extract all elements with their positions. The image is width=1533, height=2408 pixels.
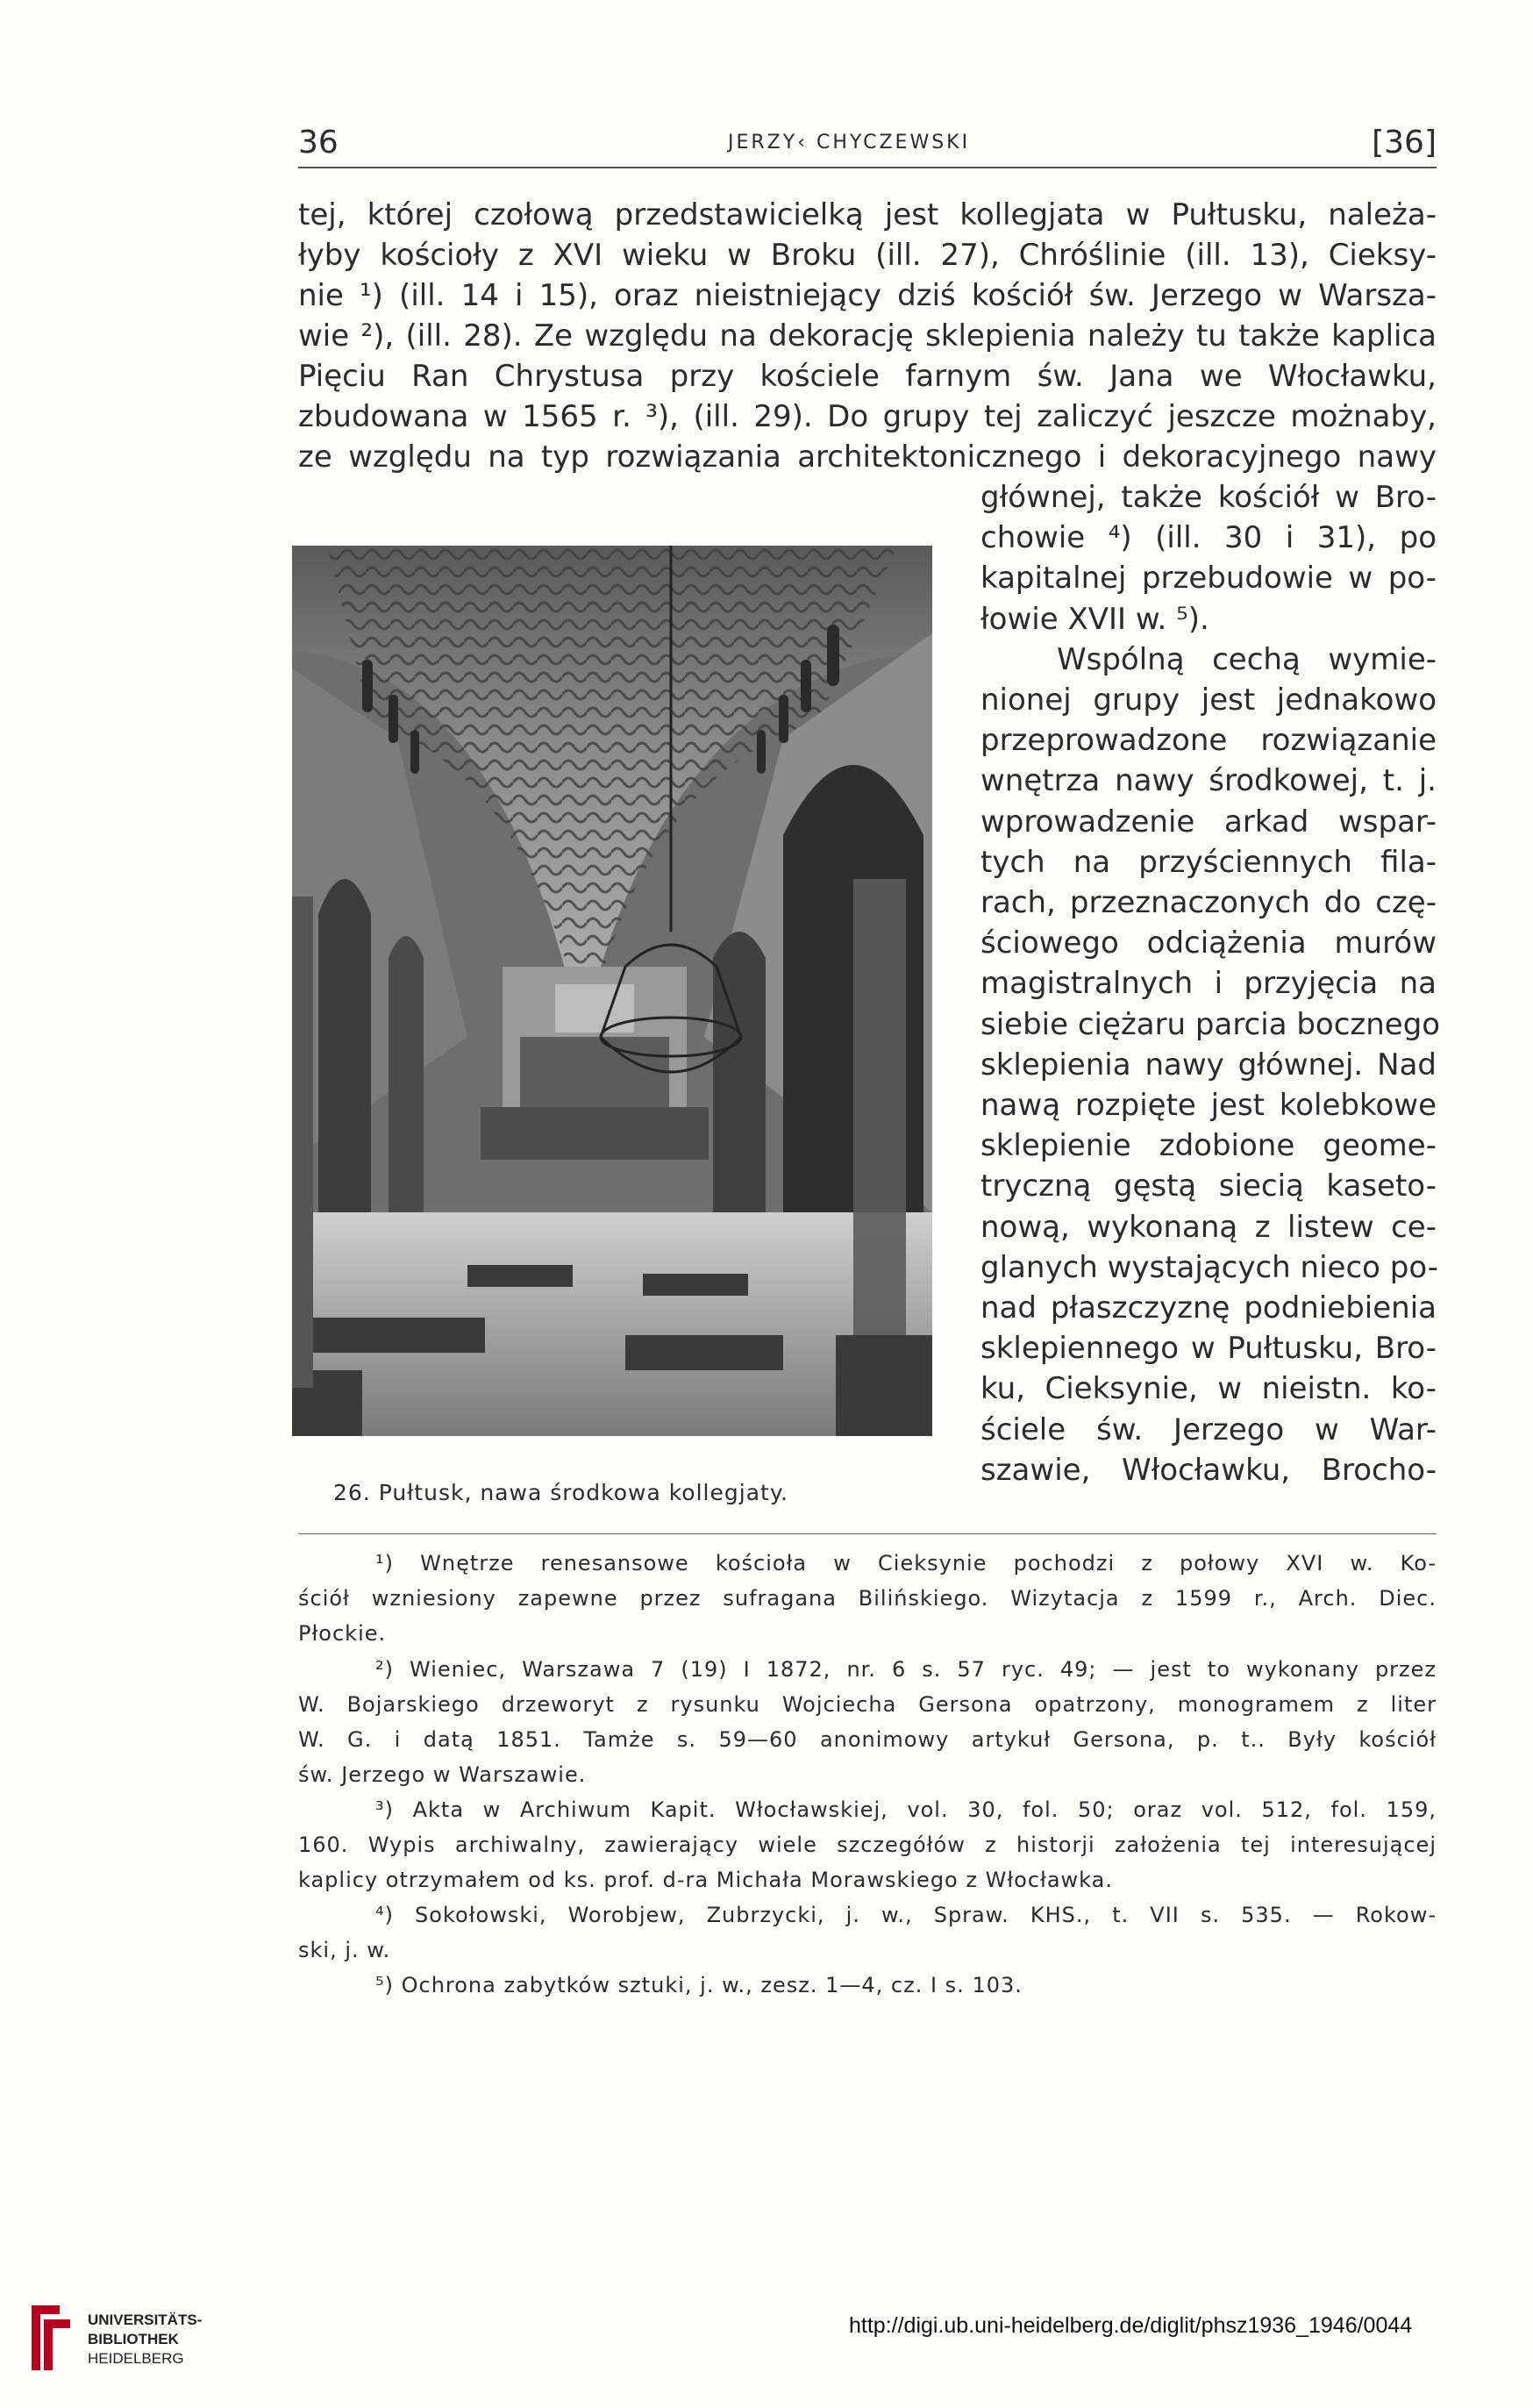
- body-line-column: ku, Cieksynie, w nieistn. ko-: [980, 1371, 1437, 1406]
- body-line-column: głównej, także kościół w Bro-: [980, 480, 1437, 515]
- body-line-column: sklepienie zdobione geome-: [980, 1128, 1437, 1163]
- page-number: 36: [298, 125, 339, 161]
- body-line-column: wnętrza nawy środkowej, t. j.: [980, 763, 1437, 798]
- footnote-separator: [298, 1533, 1437, 1534]
- university-library-logo-icon: [26, 2298, 75, 2377]
- body-line: łyby kościoły z XVI wieku w Broku (ill. 27), Chróślinie (ill. 13), Cieksy-: [298, 238, 1437, 273]
- footnote-line: ściół wzniesiony zapewne przez sufragana Bilińskiego. Wizytacja z 1599 r., Arch. Diec.: [298, 1586, 1437, 1611]
- body-line: ze względu na typ rozwiązania architektonicznego i dekoracyjnego nawy: [298, 439, 1437, 475]
- footnote-line: ⁴) Sokołowski, Worobjew, Zubrzycki, j. w., Spraw. KHS., t. VII s. 535. — Rokow-: [375, 1903, 1437, 1927]
- body-line-column: sklepiennego w Pułtusku, Bro-: [980, 1331, 1437, 1366]
- footnote-line: św. Jerzego w Warszawie.: [298, 1762, 587, 1787]
- body-line-column: nad płaszczyznę podniebienia: [980, 1290, 1437, 1325]
- body-line: zbudowana w 1565 r. ³), (ill. 29). Do grupy tej zaliczyć jeszcze możnaby,: [298, 399, 1437, 434]
- body-line-column: ściele św. Jerzego w War-: [980, 1412, 1437, 1447]
- church-interior-photo: [292, 546, 932, 1436]
- body-line-column: tych na przyściennych fila-: [980, 845, 1437, 880]
- logo-line-3: HEIDELBERG: [88, 2350, 184, 2367]
- body-line-column: nionej grupy jest jednakowo: [980, 682, 1437, 718]
- body-line: tej, której czołową przedstawicielką jest kollegjata w Pułtusku, należa-: [298, 197, 1437, 232]
- body-line-column: glanych wystających nieco po-: [980, 1250, 1439, 1285]
- body-line-column: magistralnych i przyjęcia na: [980, 966, 1437, 1001]
- logo-line-2: BIBLIOTHEK: [88, 2331, 179, 2347]
- running-title: JERZY‹ CHYCZEWSKI: [728, 132, 971, 154]
- body-line-column: kapitalnej przebudowie w po-: [980, 561, 1437, 596]
- body-line-column: tryczną gęstą siecią kaseto-: [980, 1168, 1437, 1204]
- body-line-column: siebie ciężaru parcia bocznego: [980, 1007, 1441, 1042]
- body-line-column: ściowego odciążenia murów: [980, 925, 1437, 961]
- body-line-column: Wspólną cechą wymie-: [1057, 642, 1437, 677]
- body-line-column: nową, wykonaną z listew ce-: [980, 1210, 1437, 1245]
- body-line-column: rach, przeznaczonych do czę-: [980, 885, 1437, 920]
- body-line-column: przeprowadzone rozwiązanie: [980, 723, 1437, 758]
- bracket-page-number: [36]: [1372, 125, 1437, 161]
- footnote-line: ⁵) Ochrona zabytków sztuki, j. w., zesz. 1—4, cz. I s. 103.: [375, 1973, 1023, 1997]
- footnote-line: 160. Wypis archiwalny, zawierający wiele szczegółów z historji założenia tej interesującej: [298, 1833, 1437, 1857]
- logo-line-1: UNIVERSITÄTS-: [88, 2312, 203, 2328]
- body-line: nie ¹) (ill. 14 i 15), oraz nieistniejący dziś kościół św. Jerzego w Warsza-: [298, 278, 1437, 313]
- body-line: wie ²), (ill. 28). Ze względu na dekorację sklepienia należy tu także kaplica: [298, 318, 1437, 354]
- body-line-column: nawą rozpięte jest kolebkowe: [980, 1088, 1437, 1123]
- figure-caption: 26. Pułtusk, nawa środkowa kollegjaty.: [333, 1480, 788, 1505]
- body-line-column: sklepienia nawy głównej. Nad: [980, 1047, 1437, 1083]
- footnote-line: ²) Wieniec, Warszawa 7 (19) I 1872, nr. 6 s. 57 ryc. 49; — jest to wykonany przez: [375, 1657, 1437, 1682]
- footnote-line: ¹) Wnętrze renesansowe kościoła w Cieksynie pochodzi z połowy XVI w. Ko-: [375, 1551, 1437, 1576]
- running-header: [298, 125, 1437, 168]
- footnote-line: Płockie.: [298, 1621, 387, 1646]
- body-line: Pięciu Ran Chrystusa przy kościele farnym św. Jana we Włocławku,: [298, 359, 1437, 394]
- body-line-column: wprowadzenie arkad wspar-: [980, 804, 1437, 840]
- body-line-column: chowie ⁴) (ill. 30 i 31), po: [980, 520, 1437, 555]
- footnote-line: kaplicy otrzymałem od ks. prof. d-ra Michała Morawskiego z Włocławka.: [298, 1868, 1113, 1892]
- footnote-line: W. Bojarskiego drzeworyt z rysunku Wojciecha Gersona opatrzony, monogramem z liter: [298, 1692, 1437, 1717]
- footnote-line: ³) Akta w Archiwum Kapit. Włocławskiej, vol. 30, fol. 50; oraz vol. 512, fol. 159,: [375, 1797, 1437, 1822]
- footnote-line: W. G. i datą 1851. Tamże s. 59—60 anonimowy artykuł Gersona, p. t.. Były kościół: [298, 1727, 1437, 1752]
- source-url[interactable]: http://digi.ub.uni-heidelberg.de/diglit/phsz1936_1946/0044: [849, 2313, 1413, 2338]
- footnote-line: ski, j. w.: [298, 1938, 391, 1962]
- body-line-column: szawie, Włocławku, Brocho-: [980, 1453, 1437, 1488]
- library-logo: [26, 2294, 219, 2390]
- body-line-column: łowie XVII w. ⁵).: [980, 602, 1209, 637]
